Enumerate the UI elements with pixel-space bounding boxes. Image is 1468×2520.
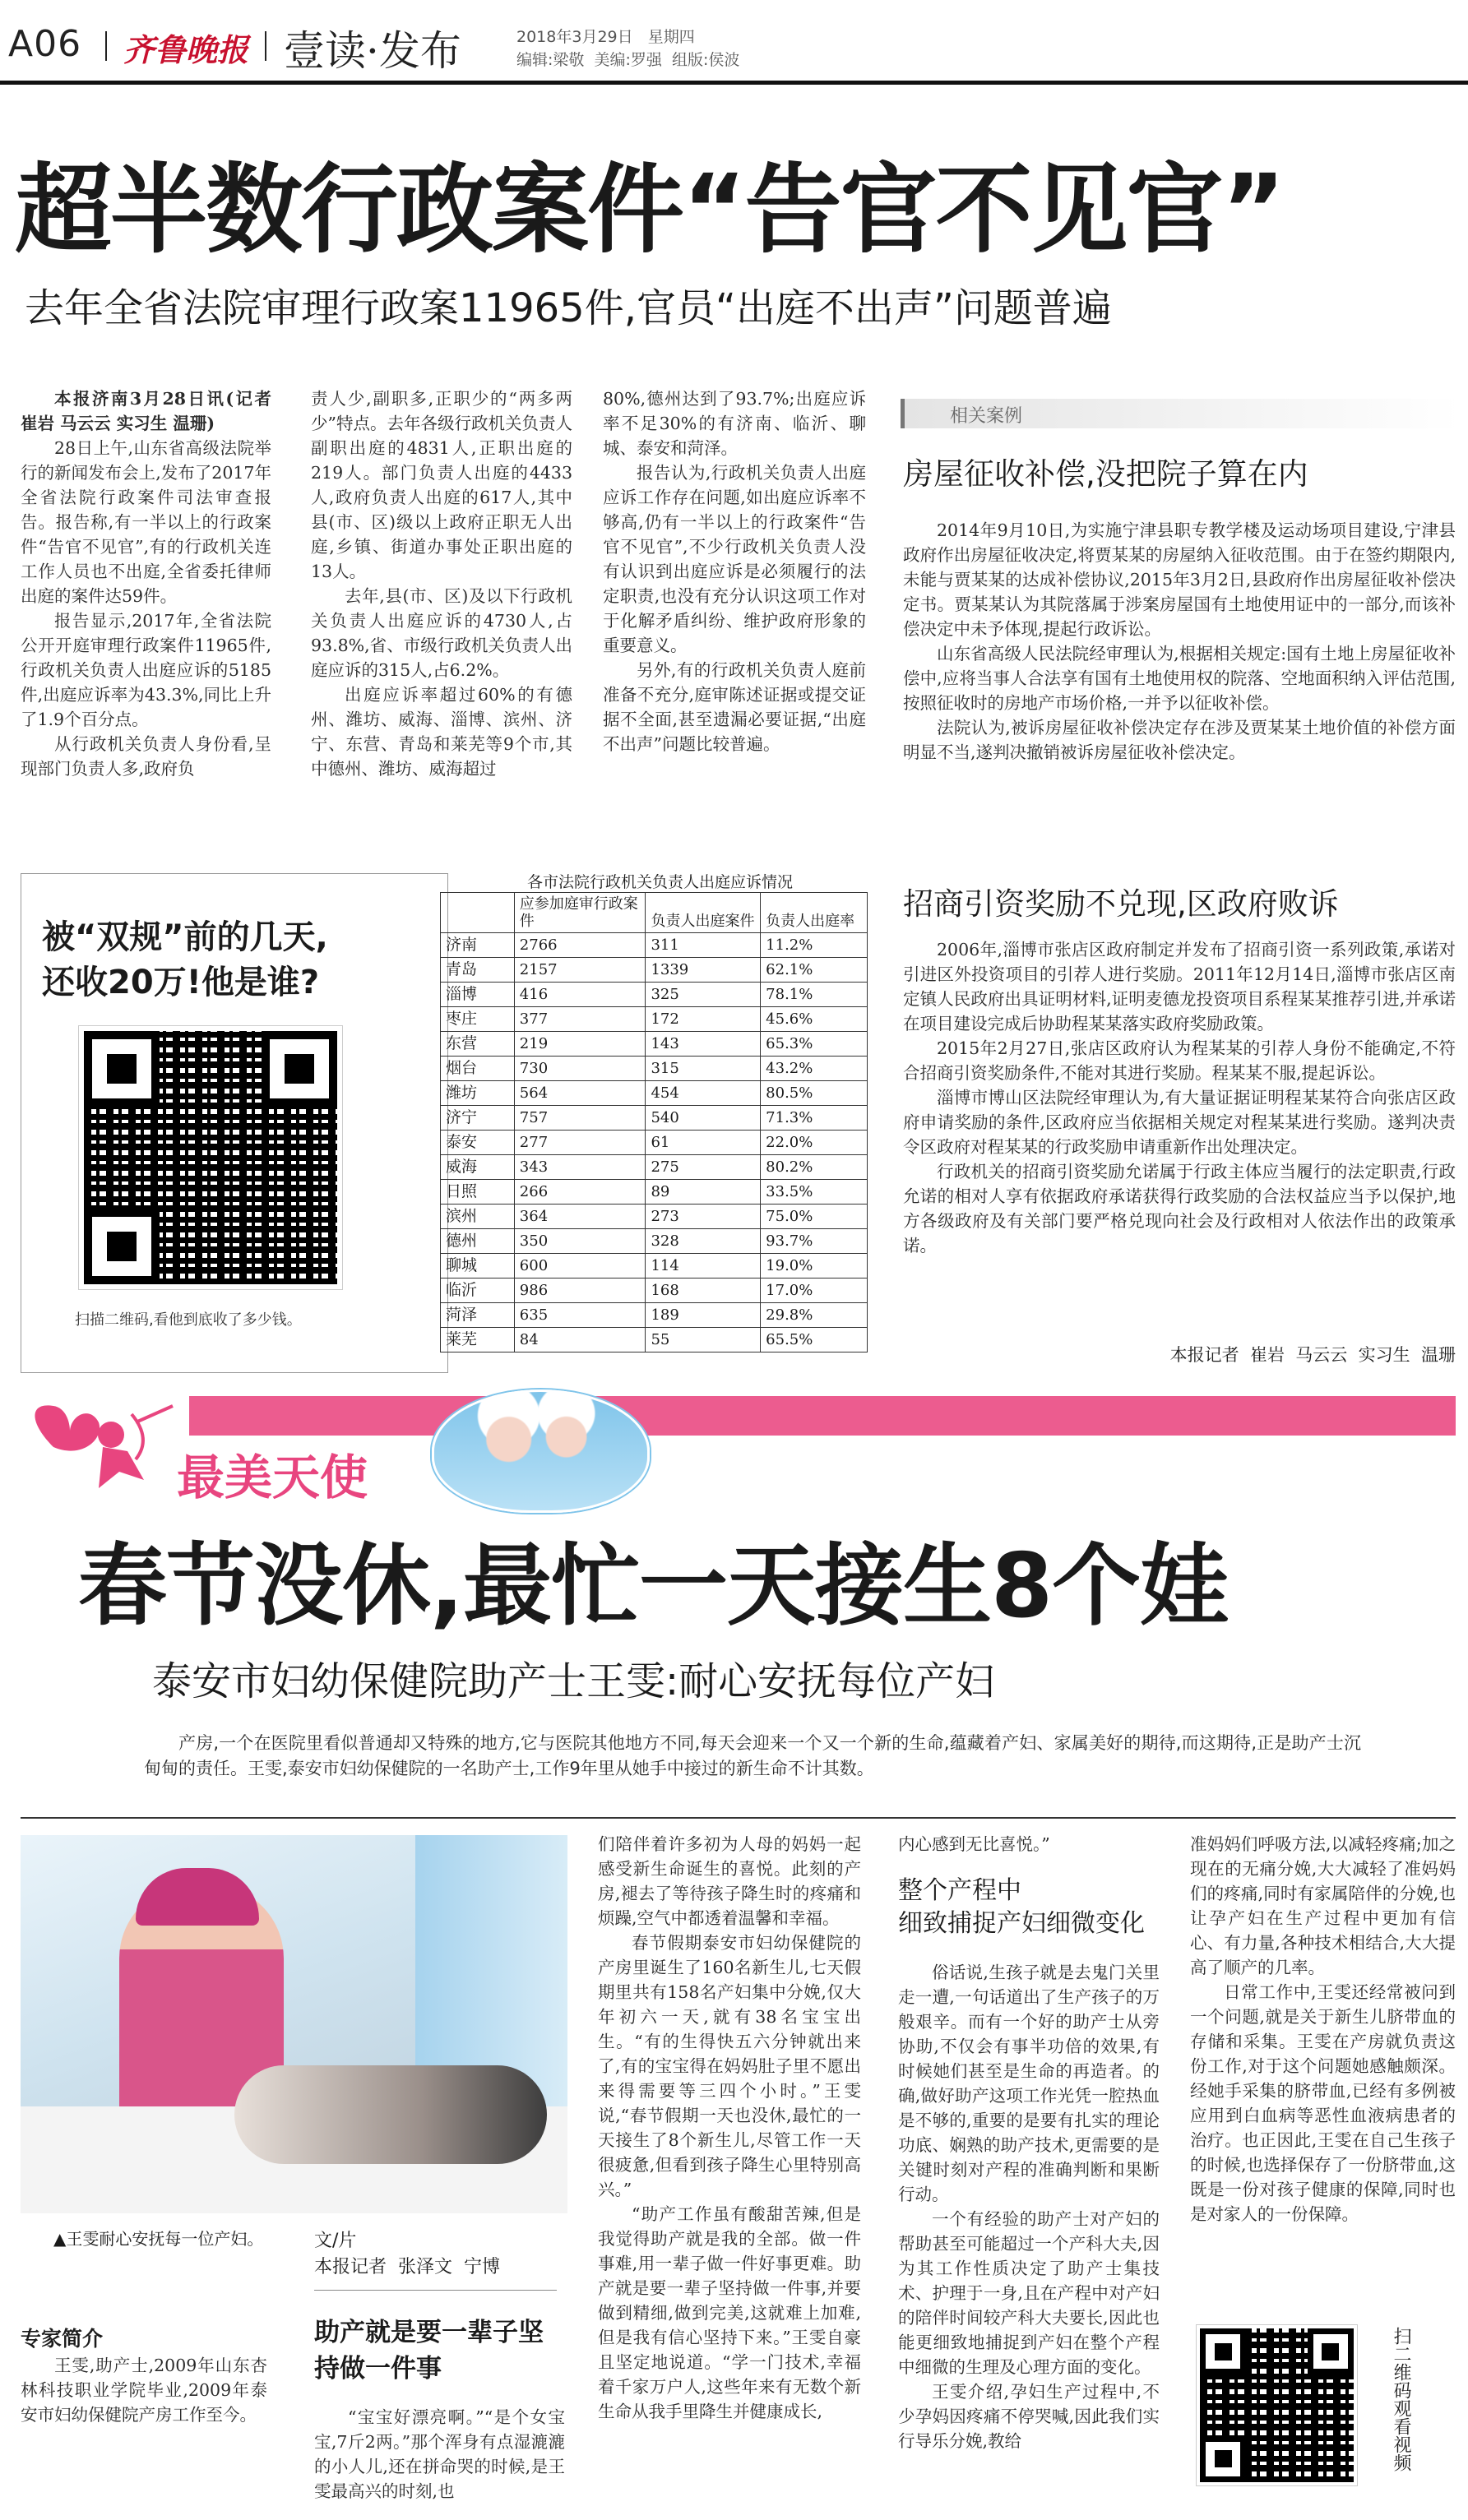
paragraph: 内心感到无比喜悦。”	[898, 1834, 1050, 1854]
story2-column-b	[598, 1832, 861, 2424]
city-cell: 滨州	[441, 1205, 515, 1229]
value-cell: 11.2%	[761, 933, 868, 958]
value-cell: 416	[514, 983, 646, 1007]
paragraph: “宝宝好漂亮啊。”“是个女宝宝,7斤2两。”那个浑身有点湿漉漉的小人儿,还在拼命哭的时候,是王雯最高兴的时刻,也	[314, 2407, 565, 2501]
paragraph: 春节假期泰安市妇幼保健院的产房里诞生了160名新生儿,七天假期里共有158名产妇集中分娩,仅大年初六一天,就有38名宝宝出生。“有的生得快五六分钟就出来了,有的宝宝得在妈妈肚子里不愿出来得需要等三四个小时。”王雯说,“春节假期一天也没休,最忙的一天接生了8个新生儿,尽管工作一天很疲惫,但看到孩子降生心里特别高兴。”	[598, 1933, 861, 2199]
city-cell: 泰安	[441, 1131, 515, 1155]
table-header-cell: 负责人出庭案件	[646, 893, 761, 933]
promo-box	[21, 873, 448, 1373]
story2-byline: 本报记者 张泽文 宁博	[314, 2257, 500, 2277]
value-cell: 2766	[514, 933, 646, 958]
paragraph: 去年,县(市、区)及以下行政机关负责人出庭应诉的4730人,占93.8%,省、市级行政机关负责人出庭应诉的315人,占6.2%。	[311, 586, 572, 680]
paragraph: “助产工作虽有酸甜苦辣,但是我觉得助产就是我的全部。做一件事难,用一辈子做一件好事更难。助产就是要一辈子坚持做一件事,并要做到精细,做到完美,这就难上加难,但是我有信心坚持下来。”王雯自豪且坚定地说道。“学一门技术,幸福着千家万户人,这些年来有无数个新生命从我手里降生并健康成长,	[598, 2204, 861, 2421]
paragraph: 报告认为,行政机关负责人出庭应诉工作存在问题,如出庭应诉率不够高,仍有一半以上的行政案件“告官不见官”,不少行政机关负责人没有认识到出庭应诉是必须履行的法定职责,也没有充分认识这项工作对于化解矛盾纠纷、维护政府形象的重要意义。	[603, 463, 866, 655]
midwife-photo	[21, 1835, 567, 2213]
table-header-cell	[441, 893, 515, 933]
value-cell: 168	[646, 1278, 761, 1303]
table-row	[441, 1032, 868, 1057]
value-cell: 364	[514, 1205, 646, 1229]
header-divider	[105, 31, 107, 61]
city-cell: 济南	[441, 933, 515, 958]
value-cell: 22.0%	[761, 1131, 868, 1155]
banner-title: 最美天使	[177, 1450, 368, 1505]
value-cell: 55	[646, 1328, 761, 1352]
value-cell: 43.2%	[761, 1057, 868, 1081]
qr-finder-icon	[1200, 2328, 1246, 2374]
value-cell: 19.0%	[761, 1254, 868, 1278]
paragraph: 准妈妈们呼吸方法,以减轻疼痛;加之现在的无痛分娩,大大减轻了准妈妈们的疼痛,同时有家属陪伴的分娩,也让孕产妇在生产过程中更加有信心、有力量,各种技术相结合,大大提高了顺产的几率。	[1190, 1834, 1456, 1977]
byline-divider	[314, 2290, 557, 2291]
value-cell: 757	[514, 1106, 646, 1131]
story2-subhead: 泰安市妇幼保健院助产士王雯:耐心安抚每位产妇	[152, 1658, 995, 1704]
qr-finder-icon	[84, 1209, 160, 1284]
value-cell: 143	[646, 1032, 761, 1057]
city-cell: 济宁	[441, 1106, 515, 1131]
value-cell: 219	[514, 1032, 646, 1057]
value-cell: 189	[646, 1303, 761, 1328]
table-row	[441, 1328, 868, 1352]
photo-midwife-cap	[136, 1868, 259, 1926]
promo-line-1: 被“双规”前的几天,	[42, 918, 328, 956]
related-cases-label: 相关案例	[950, 406, 1023, 427]
table-row	[441, 1229, 868, 1254]
table-row	[441, 1106, 868, 1131]
value-cell: 564	[514, 1081, 646, 1106]
table-row	[441, 1303, 868, 1328]
profile-text: 王雯,助产士,2009年山东杏林科技职业学院毕业,2009年泰安市妇幼保健院产房工作至今。	[21, 2356, 267, 2425]
page-number: A06	[8, 23, 82, 65]
story1-subhead: 去年全省法院审理行政案11965件,官员“出庭不出声”问题普遍	[25, 285, 1112, 331]
qr-finder-icon	[262, 1031, 337, 1107]
header-divider	[265, 31, 266, 61]
qr-finder-icon	[84, 1031, 160, 1107]
paragraph: 法院认为,被诉房屋征收补偿决定存在涉及贾某某土地价值的补偿方面明显不当,遂判决撤销被诉房屋征收补偿决定。	[903, 718, 1456, 762]
case2-title: 招商引资奖励不兑现,区政府败诉	[903, 886, 1339, 922]
value-cell: 273	[646, 1205, 761, 1229]
city-cell: 淄博	[441, 983, 515, 1007]
section-name: 壹读·发布	[284, 27, 461, 75]
dateline: 本报济南3月28日讯(记者 崔岩 马云云 实习生 温珊)	[21, 389, 271, 433]
value-cell: 635	[514, 1303, 646, 1328]
table-row	[441, 1180, 868, 1205]
value-cell: 71.3%	[761, 1106, 868, 1131]
story2-headline: 春节没休,最忙一天接生8个娃	[78, 1535, 1229, 1638]
paragraph: 从行政机关负责人身份看,呈现部门负责人多,政府负	[21, 734, 271, 779]
value-cell: 325	[646, 983, 761, 1007]
value-cell: 343	[514, 1155, 646, 1180]
city-cell: 青岛	[441, 958, 515, 983]
video-qr-code[interactable]	[1197, 2325, 1357, 2485]
table-row	[441, 1131, 868, 1155]
value-cell: 17.0%	[761, 1278, 868, 1303]
section-divider	[21, 1817, 1456, 1819]
value-cell: 986	[514, 1278, 646, 1303]
value-cell: 78.1%	[761, 983, 868, 1007]
photo-caption: ▲王雯耐心安抚每一位产妇。	[53, 2229, 264, 2249]
city-cell: 东营	[441, 1032, 515, 1057]
editor-credits: 编辑:梁敬 美编:罗强 组版:侯波	[516, 51, 740, 69]
value-cell: 62.1%	[761, 958, 868, 983]
city-cell: 聊城	[441, 1254, 515, 1278]
table-row	[441, 983, 868, 1007]
value-cell: 65.5%	[761, 1328, 868, 1352]
nurses-banner-image	[432, 1389, 650, 1513]
paragraph: 2014年9月10日,为实施宁津县职专教学楼及运动场项目建设,宁津县政府作出房屋征收决定,将贾某某的房屋纳入征收范围。由于在签约期限内,未能与贾某某的达成补偿协议,2015年3月2日,县政府作出房屋征收补偿决定书。贾某某认为其院落属于涉案房屋国有土地使用证中的一部分,而该补偿决定中未予体现,提起行政诉讼。	[903, 520, 1456, 639]
value-cell: 377	[514, 1007, 646, 1032]
story1-column-3	[603, 386, 866, 756]
paragraph: 俗话说,生孩子就是去鬼门关里走一遭,一句话道出了生产孩子的万般艰辛。而有一个好的助产士从旁协助,不仅会有事半功倍的效果,有时候她们甚至是生命的再造者。的确,做好助产这项工作光凭一腔热血是不够的,重要的是要有扎实的理论功底、娴熟的助产技术,更需要的是关键时刻对产程的准确判断和果断行动。	[898, 1963, 1160, 2204]
case-byline: 本报记者 崔岩 马云云 实习生 温珊	[1169, 1345, 1456, 1365]
profile-title: 专家简介	[21, 2327, 104, 2351]
value-cell: 311	[646, 933, 761, 958]
date: 2018年3月29日	[516, 28, 633, 46]
value-cell: 114	[646, 1254, 761, 1278]
value-cell: 1339	[646, 958, 761, 983]
promo-caption: 扫描二维码,看他到底收了多少钱。	[75, 1311, 302, 1329]
header-rule	[0, 81, 1468, 85]
paragraph: 80%,德州达到了93.7%;出庭应诉率不足30%的有济南、临沂、聊城、泰安和菏泽。	[603, 389, 866, 458]
table-row	[441, 958, 868, 983]
photo-patient-figure	[234, 2065, 547, 2164]
paragraph: 日常工作中,王雯还经常被问到一个问题,就是关于新生儿脐带血的存储和采集。王雯在产房就负责这份工作,对于这个问题她感触颇深。经她手采集的脐带血,已经有多例被应用到白血病等恶性血液病患者的治疗。也正因此,王雯在自己生孩子的时候,也选择保存了一份脐带血,这既是一份对孩子健康的保障,同时也是对家人的一份保障。	[1190, 1982, 1456, 2224]
case1-title: 房屋征收补偿,没把院子算在内	[903, 456, 1308, 492]
story2-column-d	[1190, 1832, 1456, 2226]
paragraph: 28日上午,山东省高级法院举行的新闻发布会上,发布了2017年全省法院行政案件司法审查报告。报告称,有一半以上的行政案件“告官不见官”,有的行政机关连工作人员也不出庭,全省委托律师出庭的案件达59件。	[21, 438, 271, 606]
paragraph: 2006年,淄博市张店区政府制定并发布了招商引资一系列政策,承诺对引进区外投资项目的引荐人进行奖励。2011年12月14日,淄博市张店区南定镇人民政府出具证明材料,证明麦德龙投资项目系程某某推荐引进,并承诺在项目建设完成后协助程某某落实政府奖励政策。	[903, 940, 1456, 1033]
value-cell: 93.7%	[761, 1229, 868, 1254]
table-header-row	[441, 893, 868, 933]
issue-date	[516, 25, 695, 47]
case1-body	[903, 518, 1456, 765]
paragraph: 2015年2月27日,张店区政府认为程某某的引荐人身份不能确定,不符合招商引资奖励条件,不能对其进行奖励。程某某不服,提起诉讼。	[903, 1038, 1456, 1083]
story1-headline: 超半数行政案件“告官不见官”	[15, 153, 1285, 266]
value-cell: 80.5%	[761, 1081, 868, 1106]
video-qr-caption: 扫二维码观看视频	[1391, 2327, 1411, 2471]
value-cell: 730	[514, 1057, 646, 1081]
qr-finder-icon	[1308, 2328, 1354, 2374]
city-cell: 日照	[441, 1180, 515, 1205]
promo-line-2: 还收20万!他是谁?	[42, 964, 320, 1001]
subsection-title-1: 整个产程中	[898, 1876, 1021, 1905]
city-cell: 临沂	[441, 1278, 515, 1303]
cupid-logo-icon	[21, 1389, 177, 1505]
value-cell: 80.2%	[761, 1155, 868, 1180]
weekday: 星期四	[647, 28, 695, 46]
value-cell: 45.6%	[761, 1007, 868, 1032]
value-cell: 540	[646, 1106, 761, 1131]
value-cell: 33.5%	[761, 1180, 868, 1205]
table-header-cell: 负责人出庭率	[761, 893, 868, 933]
story2-column-a	[314, 2405, 565, 2504]
city-cell: 威海	[441, 1155, 515, 1180]
table-row	[441, 933, 868, 958]
court-statistics-table	[440, 892, 868, 1352]
promo-qr-code[interactable]	[79, 1026, 342, 1289]
paragraph: 责人少,副职多,正职少的“两多两少”特点。去年各级行政机关负责人副职出庭的4831人,正职出庭的219人。部门负责人出庭的4433人,政府负责人出庭的617人,其中县(市、区)级以上政府正职无人出庭,乡镇、街道办事处正职出庭的13人。	[311, 389, 572, 581]
table-row	[441, 1155, 868, 1180]
value-cell: 277	[514, 1131, 646, 1155]
story2-column-c	[898, 1832, 1160, 2453]
table-title: 各市法院行政机关负责人出庭应诉情况	[526, 873, 793, 891]
value-cell: 266	[514, 1180, 646, 1205]
lead-paragraph: 产房,一个在医院里看似普通却又特殊的地方,它与医院其他地方不同,每天会迎来一个又一个新的生命,蕴藏着产妇、家属美好的期待,而这期待,正是助产士沉甸甸的责任。王雯,泰安市妇幼保健院的一名助产士,工作9年里从她手中接过的新生命不计其数。	[144, 1733, 1361, 1778]
value-cell: 275	[646, 1155, 761, 1180]
value-cell: 84	[514, 1328, 646, 1352]
value-cell: 454	[646, 1081, 761, 1106]
paragraph: 出庭应诉率超过60%的有德州、潍坊、威海、淄博、滨州、济宁、东营、青岛和莱芜等9个市,其中德州、潍坊、威海超过	[311, 685, 572, 779]
city-cell: 烟台	[441, 1057, 515, 1081]
case2-body	[903, 937, 1456, 1258]
quote-title: 助产就是要一辈子坚持做一件事	[314, 2318, 544, 2384]
city-cell: 德州	[441, 1229, 515, 1254]
profile-box	[21, 2353, 267, 2427]
subsection-title-2: 细致捕捉产妇细微变化	[898, 1909, 1145, 1938]
city-cell: 莱芜	[441, 1328, 515, 1352]
paragraph: 报告显示,2017年,全省法院公开开庭审理行政案件11965件,行政机关负责人出庭应诉的5185件,出庭应诉率为43.3%,同比上升了1.9个百分点。	[21, 611, 271, 729]
paragraph: 王雯介绍,孕妇生产过程中,不少孕妈因疼痛不停哭喊,因此我们实行导乐分娩,教给	[898, 2382, 1160, 2451]
paragraph: 行政机关的招商引资奖励允诺属于行政主体应当履行的法定职责,行政允诺的相对人享有依据政府承诺获得行政奖励的合法权益应当予以保护,地方各级政府及有关部门要严格兑现向社会及行政相对人依法作出的政策承诺。	[903, 1162, 1456, 1255]
table-header-cell: 应参加庭审行政案件	[514, 893, 646, 933]
paragraph: 另外,有的行政机关负责人庭前准备不充分,庭审陈述证据或提交证据不全面,甚至遗漏必要证据,“出庭不出声”问题比较普遍。	[603, 660, 866, 754]
table-row	[441, 1007, 868, 1032]
table-row	[441, 1205, 868, 1229]
related-cases-label-bar	[901, 399, 1460, 428]
story2-lead	[144, 1731, 1361, 1782]
value-cell: 65.3%	[761, 1032, 868, 1057]
table-row	[441, 1081, 868, 1106]
value-cell: 600	[514, 1254, 646, 1278]
story1-column-2	[311, 386, 572, 781]
paragraph: 一个有经验的助产士对产妇的帮助甚至可能超过一个产科大夫,因为其工作性质决定了助产士集技术、护理于一身,且在产程中对产妇的陪伴时间较产科大夫要长,因此也能更细致地捕捉到产妇在整个产程中细微的生理及心理方面的变化。	[898, 2209, 1160, 2377]
table-row	[441, 1254, 868, 1278]
value-cell: 2157	[514, 958, 646, 983]
paper-logo: 齐鲁晚报	[123, 31, 249, 68]
value-cell: 172	[646, 1007, 761, 1032]
story1-column-1	[21, 386, 271, 781]
qr-finder-icon	[1200, 2436, 1246, 2482]
value-cell: 315	[646, 1057, 761, 1081]
table-row	[441, 1278, 868, 1303]
value-cell: 75.0%	[761, 1205, 868, 1229]
city-cell: 枣庄	[441, 1007, 515, 1032]
value-cell: 29.8%	[761, 1303, 868, 1328]
city-cell: 潍坊	[441, 1081, 515, 1106]
paragraph: 淄博市博山区法院经审理认为,有大量证据证明程某某符合向张店区政府申请奖励的条件,区政府应当依据相关规定对程某某进行奖励。遂判决责令区政府对程某某的行政奖励申请重新作出处理决定。	[903, 1088, 1456, 1157]
city-cell: 菏泽	[441, 1303, 515, 1328]
byline-label: 文/片	[314, 2231, 357, 2251]
value-cell: 350	[514, 1229, 646, 1254]
paragraph: 们陪伴着许多初为人母的妈妈一起感受新生命诞生的喜悦。此刻的产房,褪去了等待孩子降生时的疼痛和烦躁,空气中都透着温馨和幸福。	[598, 1834, 861, 1928]
value-cell: 328	[646, 1229, 761, 1254]
value-cell: 89	[646, 1180, 761, 1205]
table-row	[441, 1057, 868, 1081]
banner-strip	[189, 1396, 1456, 1436]
value-cell: 61	[646, 1131, 761, 1155]
paragraph: 山东省高级人民法院经审理认为,根据相关规定:国有土地上房屋征收补偿中,应将当事人合法享有国有土地使用权的院落、空地面积纳入评估范围,按照征收时的房地产市场价格,一并予以征收补偿。	[903, 644, 1456, 713]
